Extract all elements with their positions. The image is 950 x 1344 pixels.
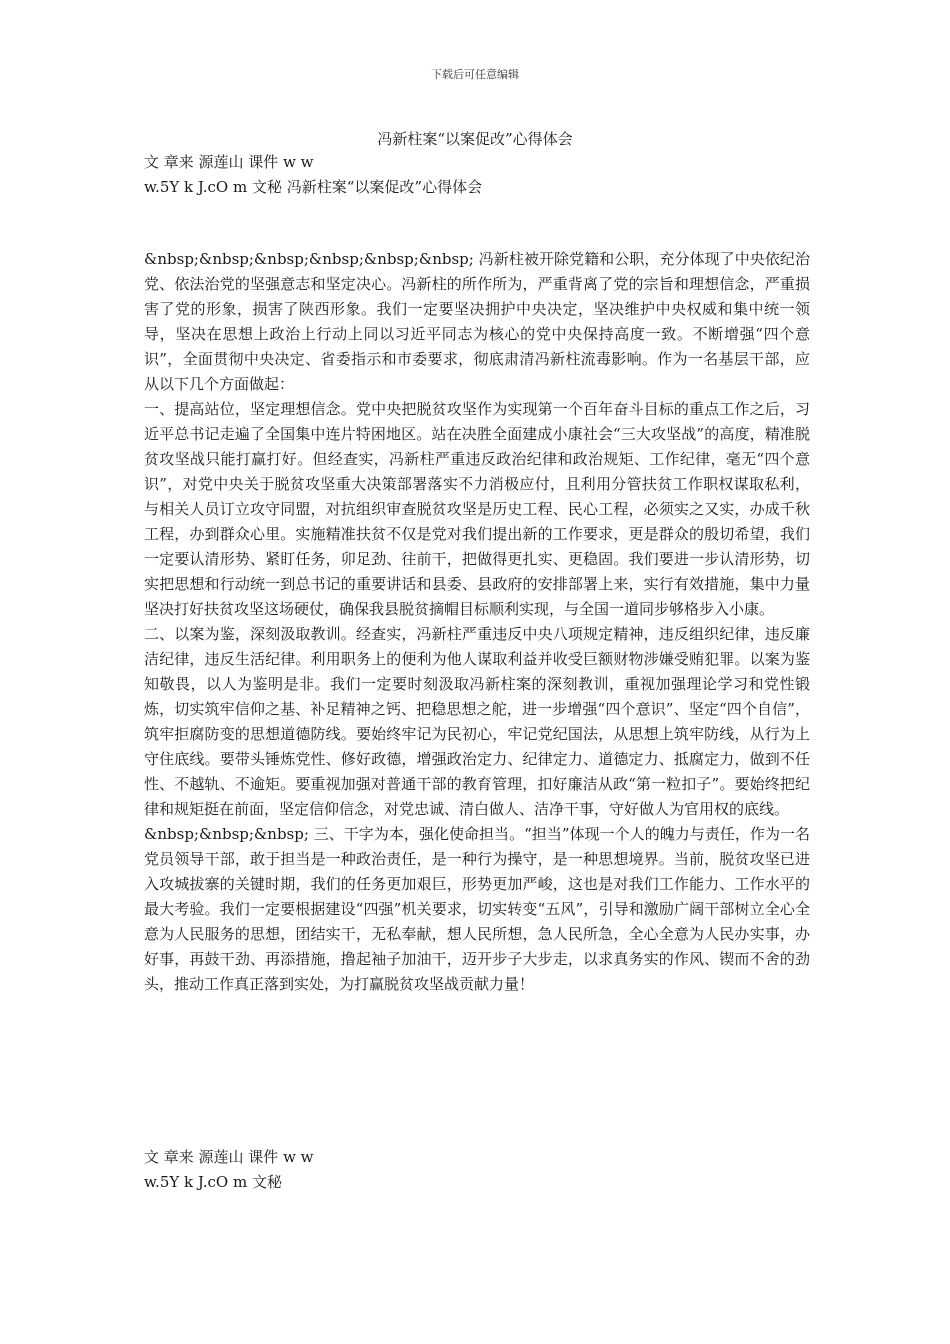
header-note: 下载后可任意编辑 (431, 68, 519, 81)
paragraph: 一、提高站位，坚定理想信念。党中央把脱贫攻坚作为实现第一个百年奋斗目标的重点工作之后，习近平总书记走遍了全国集中连片特困地区。站在决胜全面建成小康社会“三大攻坚战”的高度，精准脱贫攻坚战只能打赢打好。但经查实，冯新柱严重违反政治纪律和政治规矩、工作纪律，毫无“四个意识”，对党中央关于脱贫攻坚重大决策部署落实不力消极应付，且利用分管扶贫工作职权谋取私利，与相关人员订立攻守同盟，对抗组织审查脱贫攻坚是历史工程、民心工程，必须实之又实，办成千秋工程，办到群众心里。实施精准扶贫不仅是党对我们提出新的工作要求，更是群众的殷切希望，我们一定要认清形势、紧盯任务，卯足劲、往前干，把做得更扎实、更稳固。我们要进一步认清形势，切实把思想和行动统一到总书记的重要讲话和县委、县政府的安排部署上来，实行有效措施，集中力量坚决打好扶贫攻坚这场硬仗，确保我县脱贫摘帽目标顺利实现，与全国一道同步够格步入小康。 (144, 400, 810, 618)
footer-line: w.5Y k J.cO m 文秘 (144, 1173, 282, 1191)
footer-line: 文 章来 源莲山 课件 w w (144, 1148, 314, 1166)
footer-block (144, 1145, 804, 1195)
source-block (144, 150, 804, 200)
source-line: w.5Y k J.cO m 文秘 冯新柱案“以案促改”心得体会 (144, 178, 483, 196)
source-line: 文 章来 源莲山 课件 w w (144, 153, 314, 171)
paragraph: 二、以案为鉴，深刻汲取教训。经查实，冯新柱严重违反中央八项规定精神，违反组织纪律，违反廉洁纪律，违反生活纪律。利用职务上的便利为他人谋取利益并收受巨额财物涉嫌受贿犯罪。以案为鉴知敬畏，以人为鉴明是非。我们一定要时刻汲取冯新柱案的深刻教训，重视加强理论学习和党性锻炼，切实筑牢信仰之基、补足精神之钙、把稳思想之舵，进一步增强“四个意识”、坚定“四个自信”，筑牢拒腐防变的思想道德防线。要始终牢记为民初心，牢记党纪国法，从思想上筑牢防线，从行为上守住底线。要带头锤炼党性、修好政德，增强政治定力、纪律定力、道德定力、抵腐定力，做到不任性、不越轨、不逾矩。要重视加强对普通干部的教育管理，扣好廉洁从政“第一粒扣子”。要始终把纪律和规矩挺在前面，坚定信仰信念，对党忠诚、清白做人、洁净干事，守好做人为官用权的底线。 (144, 625, 810, 818)
paragraph: &nbsp;&nbsp;&nbsp;&nbsp;&nbsp;&nbsp; 冯新柱被开除党籍和公职，充分体现了中央依纪治党、依法治党的坚强意志和坚定决心。冯新柱的所作所为，严重背离了党的宗旨和理想信念，严重损害了党的形象，损害了陕西形象。我们一定要坚决拥护中央决定，坚决维护中央权威和集中统一领导，坚决在思想上政治上行动上同以习近平同志为核心的党中央保持高度一致。不断增强“四个意识”，全面贯彻中央决定、省委指示和市委要求，彻底肃清冯新柱流毒影响。作为一名基层干部，应从以下几个方面做起： (144, 250, 810, 393)
body-text (144, 247, 810, 997)
page-title: 冯新柱案“以案促改”心得体会 (377, 130, 573, 148)
paragraph: &nbsp;&nbsp;&nbsp; 三、干字为本，强化使命担当。“担当”体现一个人的魄力与责任，作为一名党员领导干部，敢于担当是一种政治责任，是一种行为操守，是一种思想境界。当前，脱贫攻坚已进入攻城拔寨的关键时期，我们的任务更加艰巨，形势更加严峻，这也是对我们工作能力、工作水平的最大考验。我们一定要根据建设“四强”机关要求，切实转变“五风”，引导和激励广阔干部树立全心全意为人民服务的思想，团结实干，无私奉献，想人民所想，急人民所急，全心全意为人民办实事，办好事，再鼓干劲、再添措施，撸起袖子加油干，迈开步子大步走，以求真务实的作风、锲而不舍的劲头，推动工作真正落到实处，为打赢脱贫攻坚战贡献力量！ (144, 825, 810, 993)
